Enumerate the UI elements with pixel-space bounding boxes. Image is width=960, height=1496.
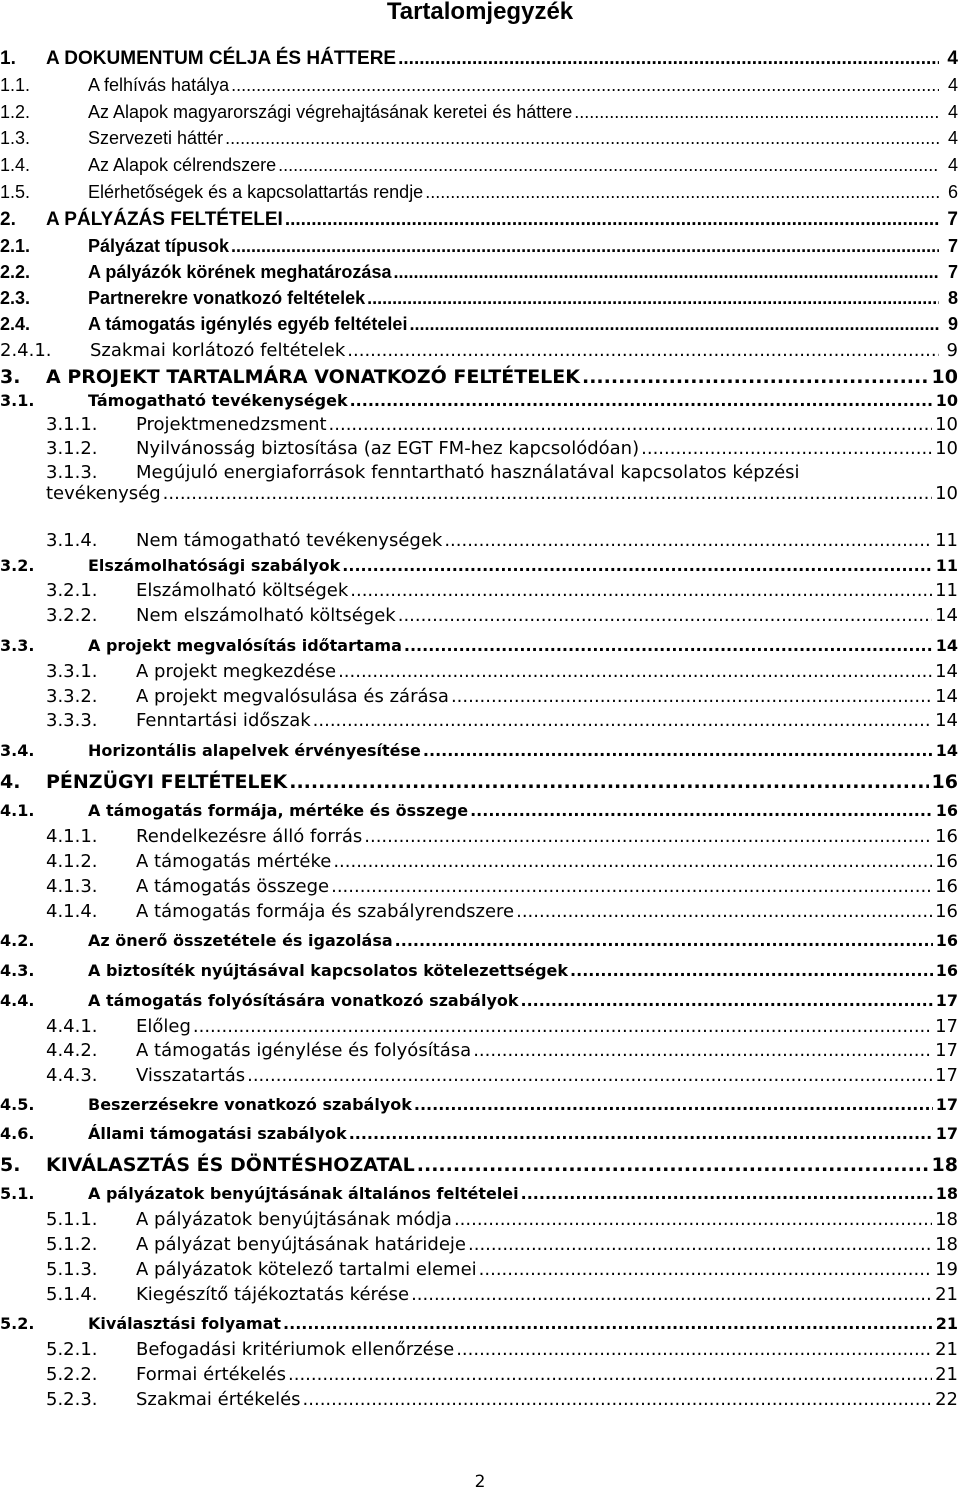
toc-leader-dots <box>163 483 932 504</box>
toc-entry-label: Az Alapok célrendszere <box>88 155 277 175</box>
toc-entry-number: 2.4.1. <box>0 340 52 361</box>
toc-entry-number: 3.4. <box>0 741 35 760</box>
toc-entry-number: 2. <box>0 209 16 230</box>
toc-entry-number: 4.2. <box>0 931 35 950</box>
toc-entry-page: 16 <box>935 901 958 922</box>
toc-entry-page: 17 <box>935 991 958 1010</box>
toc-entry-page: 7 <box>947 209 958 230</box>
toc-entry-page: 22 <box>935 1389 958 1410</box>
toc-entry-label: Szakmai korlátozó feltételek <box>90 340 346 361</box>
toc-entry-label: Beszerzésekre vonatkozó szabályok <box>88 1095 412 1114</box>
toc-entry[interactable] <box>0 636 960 661</box>
toc-leader-dots <box>329 414 933 435</box>
toc-entry-label: KIVÁLASZTÁS ÉS DÖNTÉSHOZATAL <box>46 1154 415 1176</box>
toc-entry[interactable] <box>0 1154 960 1179</box>
toc-entry-page: 14 <box>935 605 958 626</box>
toc-entry-page: 4 <box>947 128 958 148</box>
toc-leader-dots <box>289 771 928 793</box>
toc-leader-dots <box>574 102 939 123</box>
toc-entry-page: 14 <box>935 686 958 707</box>
toc-entry[interactable] <box>0 710 960 735</box>
toc-leader-dots <box>570 961 933 980</box>
page-title: Tartalomjegyzék <box>386 0 574 25</box>
toc-entry-number: 1.5. <box>0 182 31 202</box>
toc-entry-number: 3.1.3. <box>46 462 98 483</box>
toc-entry-number: 5.2.2. <box>46 1364 98 1385</box>
toc-entry-label: Projektmenedzsment <box>136 414 327 435</box>
toc-entry-label: Kiválasztási folyamat <box>88 1314 282 1333</box>
toc-leader-dots <box>454 1209 932 1230</box>
toc-entry-number: 3.1. <box>0 391 35 410</box>
toc-leader-dots <box>582 366 929 388</box>
toc-entry-page: 9 <box>947 314 958 334</box>
toc-entry-page: 21 <box>935 1339 958 1360</box>
toc-leader-dots <box>247 1065 932 1086</box>
toc-entry-number: 5.1. <box>0 1184 35 1203</box>
toc-leader-dots <box>414 1095 933 1114</box>
toc-entry-number: 3.3. <box>0 636 35 655</box>
toc-entry-number: 2.2. <box>0 262 31 282</box>
toc-entry-page: 4 <box>947 48 958 69</box>
toc-entry-page: 7 <box>947 236 958 256</box>
toc-leader-dots <box>278 155 939 176</box>
toc-entry-number: 5.1.4. <box>46 1284 98 1305</box>
toc-entry-number: 3.1.2. <box>46 438 98 459</box>
toc-entry-label: A pályázat benyújtásának határideje <box>136 1234 466 1255</box>
toc-entry-number: 5. <box>0 1154 21 1176</box>
toc-entry[interactable] <box>0 1095 960 1120</box>
toc-entry-page: 16 <box>935 851 958 872</box>
toc-leader-dots <box>456 1339 932 1360</box>
toc-entry[interactable] <box>0 1339 960 1364</box>
toc-entry-page: 10 <box>935 414 958 435</box>
toc-entry[interactable] <box>0 462 960 512</box>
toc-entry[interactable] <box>0 1124 960 1149</box>
toc-leader-dots <box>470 801 933 820</box>
toc-entry-page: 17 <box>935 1124 958 1143</box>
toc-entry[interactable] <box>0 901 960 926</box>
toc-entry-page: 11 <box>935 580 958 601</box>
toc-entry-label: Nem elszámolható költségek <box>136 605 396 626</box>
toc-entry-label: A biztosíték nyújtásával kapcsolatos kötelezettségek <box>88 961 569 980</box>
toc-entry-label: A pályázatok benyújtásának általános feltételei <box>88 1184 519 1203</box>
toc-leader-dots <box>641 438 932 459</box>
toc-leader-dots <box>333 851 932 872</box>
toc-entry-number: 5.1.3. <box>46 1259 98 1280</box>
toc-entry[interactable] <box>0 851 960 876</box>
toc-entry-number: 4.3. <box>0 961 35 980</box>
toc-entry-number: 3.3.2. <box>46 686 98 707</box>
toc-entry-label: Visszatartás <box>136 1065 246 1086</box>
toc-entry-number: 3. <box>0 366 21 388</box>
toc-entry-page: 6 <box>947 182 958 202</box>
toc-entry-number: 3.1.1. <box>46 414 98 435</box>
toc-entry-page: 17 <box>935 1016 958 1037</box>
toc-entry-page: 14 <box>935 636 958 655</box>
toc-entry[interactable] <box>0 931 960 956</box>
toc-entry-label: Nem támogatható tevékenységek <box>136 530 443 551</box>
toc-entry-label: Az Alapok magyarországi végrehajtásának keretei és háttere <box>88 102 573 122</box>
toc-entry-page: 16 <box>935 931 958 950</box>
toc-entry[interactable] <box>0 661 960 686</box>
toc-leader-dots <box>350 391 933 410</box>
page-number: 2 <box>474 1472 486 1492</box>
toc-entry-page: 18 <box>935 1234 958 1255</box>
toc-leader-dots <box>288 1364 932 1385</box>
toc-entry-page: 21 <box>935 1284 958 1305</box>
toc-leader-dots <box>367 288 939 309</box>
toc-entry[interactable] <box>0 1259 960 1284</box>
toc-entry[interactable] <box>0 209 960 234</box>
toc-entry-page: 4 <box>947 155 958 175</box>
toc-entry-number: 4. <box>0 771 21 793</box>
toc-entry-label: A támogatás folyósítására vonatkozó szabályok <box>88 991 519 1010</box>
toc-entry[interactable] <box>0 1016 960 1041</box>
toc-entry-number: 4.5. <box>0 1095 35 1114</box>
toc-entry-number: 4.1.4. <box>46 901 98 922</box>
toc-entry[interactable] <box>0 1040 960 1065</box>
toc-entry[interactable] <box>0 686 960 711</box>
toc-entry-label: A pályázatok benyújtásának módja <box>136 1209 452 1230</box>
toc-entry-page: 21 <box>935 1364 958 1385</box>
toc-entry[interactable] <box>0 48 960 73</box>
toc-leader-dots <box>521 991 933 1010</box>
toc-entry-label: Állami támogatási szabályok <box>88 1124 347 1143</box>
toc-entry-page: 17 <box>935 1095 958 1114</box>
toc-entry[interactable] <box>0 128 960 153</box>
toc-leader-dots <box>193 1016 932 1037</box>
toc-entry[interactable] <box>0 414 960 439</box>
toc-leader-dots <box>283 1314 933 1333</box>
toc-entry-label: Rendelkezésre álló forrás <box>136 826 363 847</box>
toc-entry-label: Megújuló energiaforrások fenntartható használatával kapcsolatos képzési <box>136 462 800 483</box>
toc-entry-label: A támogatás formája, mértéke és összege <box>88 801 469 820</box>
toc-entry-number: 4.1.2. <box>46 851 98 872</box>
toc-entry-label: Előleg <box>136 1016 191 1037</box>
toc-entry-label: Elszámolható költségek <box>136 580 349 601</box>
toc-entry[interactable] <box>0 1184 960 1209</box>
toc-entry-label: Partnerekre vonatkozó feltételek <box>88 288 366 308</box>
toc-leader-dots <box>423 741 933 760</box>
toc-leader-dots <box>364 826 932 847</box>
toc-leader-dots <box>516 901 932 922</box>
toc-entry-number: 3.1.4. <box>46 530 98 551</box>
toc-entry[interactable] <box>0 1284 960 1309</box>
toc-entry-number: 1.1. <box>0 75 31 95</box>
toc-leader-dots <box>313 710 932 731</box>
toc-leader-dots <box>521 1184 933 1203</box>
toc-entry[interactable] <box>0 155 960 180</box>
toc-leader-dots <box>425 182 939 203</box>
toc-entry-page: 14 <box>935 710 958 731</box>
toc-entry-label: A PÁLYÁZÁS FELTÉTELEI <box>46 209 283 230</box>
toc-entry-number: 3.3.1. <box>46 661 98 682</box>
toc-entry[interactable] <box>0 438 960 463</box>
toc-entry-label: A felhívás hatálya <box>88 75 230 95</box>
toc-entry-page: 14 <box>935 661 958 682</box>
toc-entry[interactable] <box>0 771 960 796</box>
toc-entry-page: 10 <box>935 438 958 459</box>
toc-entry-number: 5.2.3. <box>46 1389 98 1410</box>
toc-leader-dots <box>231 236 939 257</box>
toc-entry[interactable] <box>0 366 960 391</box>
toc-entry[interactable] <box>0 580 960 605</box>
toc-entry-label: A pályázatok kötelező tartalmi elemei <box>136 1259 477 1280</box>
toc-leader-dots <box>331 876 932 897</box>
toc-entry-number: 3.2. <box>0 556 35 575</box>
toc-entry[interactable] <box>0 1234 960 1259</box>
toc-leader-dots <box>417 1154 929 1176</box>
toc-entry[interactable] <box>0 314 960 339</box>
toc-entry-page: 10 <box>935 391 958 410</box>
toc-entry-page: 21 <box>935 1314 958 1333</box>
toc-entry-number: 3.2.1. <box>46 580 98 601</box>
toc-entry[interactable] <box>0 262 960 287</box>
toc-entry-label: A projekt megvalósítás időtartama <box>88 636 402 655</box>
toc-entry-label-continued: tevékenység <box>46 483 161 504</box>
toc-leader-dots <box>393 262 939 283</box>
toc-entry-label: A támogatás igénylés egyéb feltételei <box>88 314 408 334</box>
toc-entry-page: 16 <box>935 961 958 980</box>
toc-entry-number: 3.2.2. <box>46 605 98 626</box>
toc-entry[interactable] <box>0 288 960 313</box>
toc-entry-page: 11 <box>935 530 958 551</box>
toc-entry-label: Elszámolhatósági szabályok <box>88 556 341 575</box>
toc-entry-label: PÉNZÜGYI FELTÉTELEK <box>46 771 288 793</box>
toc-leader-dots <box>303 1389 933 1410</box>
toc-entry-number: 4.6. <box>0 1124 35 1143</box>
toc-entry-page: 9 <box>946 340 958 361</box>
toc-entry-label: Befogadási kritériumok ellenőrzése <box>136 1339 455 1360</box>
toc-leader-dots <box>444 530 932 551</box>
toc-entry-number: 2.1. <box>0 236 31 256</box>
toc-entry[interactable] <box>0 605 960 630</box>
toc-entry[interactable] <box>0 1209 960 1234</box>
toc-leader-dots <box>468 1234 932 1255</box>
toc-entry-label: Formai értékelés <box>136 1364 287 1385</box>
toc-entry-page: 16 <box>931 771 958 793</box>
toc-leader-dots <box>411 1284 932 1305</box>
toc-entry-number: 4.1.1. <box>46 826 98 847</box>
toc-entry-page: 16 <box>935 801 958 820</box>
toc-entry-page: 16 <box>935 876 958 897</box>
toc-entry-label: Szakmai értékelés <box>136 1389 301 1410</box>
toc-entry-page: 10 <box>935 483 958 504</box>
toc-entry[interactable] <box>0 876 960 901</box>
toc-leader-dots <box>350 580 932 601</box>
toc-entry-number: 4.4.3. <box>46 1065 98 1086</box>
toc-entry-label: Elérhetőségek és a kapcsolattartás rendje <box>88 182 424 202</box>
toc-entry-number: 1. <box>0 48 16 69</box>
toc-leader-dots <box>473 1040 932 1061</box>
toc-entry[interactable] <box>0 75 960 100</box>
toc-entry-page: 19 <box>935 1259 958 1280</box>
toc-entry[interactable] <box>0 1389 960 1414</box>
toc-leader-dots <box>451 686 932 707</box>
toc-entry-page: 11 <box>935 556 958 575</box>
toc-entry[interactable] <box>0 340 960 365</box>
toc-entry[interactable] <box>0 826 960 851</box>
toc-entry-label: Horizontális alapelvek érvényesítése <box>88 741 421 760</box>
toc-entry[interactable] <box>0 391 960 416</box>
toc-entry-label: A támogatás formája és szabályrendszere <box>136 901 515 922</box>
toc-entry-page: 16 <box>935 826 958 847</box>
toc-leader-dots <box>342 556 932 575</box>
toc-entry-page: 7 <box>947 262 958 282</box>
toc-entry-label: A pályázók körének meghatározása <box>88 262 392 282</box>
toc-entry-number: 2.3. <box>0 288 31 308</box>
toc-entry-number: 1.3. <box>0 128 31 148</box>
toc-entry-number: 2.4. <box>0 314 31 334</box>
toc-entry-page: 10 <box>931 366 958 388</box>
toc-entry[interactable] <box>0 530 960 555</box>
toc-entry[interactable] <box>0 1065 960 1090</box>
toc-entry-page: 17 <box>935 1065 958 1086</box>
toc-entry-page: 18 <box>935 1209 958 1230</box>
toc-entry-number: 4.1.3. <box>46 876 98 897</box>
toc-entry-page: 8 <box>947 288 958 308</box>
toc-entry[interactable] <box>0 236 960 261</box>
toc-entry[interactable] <box>0 801 960 826</box>
toc-leader-dots <box>409 314 939 335</box>
toc-entry-label: A támogatás mértéke <box>136 851 332 872</box>
toc-entry-page: 17 <box>935 1040 958 1061</box>
toc-entry-number: 5.2. <box>0 1314 35 1333</box>
toc-entry[interactable] <box>0 741 960 766</box>
toc-leader-dots <box>347 340 939 361</box>
toc-entry-number: 5.1.1. <box>46 1209 98 1230</box>
toc-leader-dots <box>404 636 933 655</box>
toc-entry[interactable] <box>0 182 960 207</box>
toc-entry-page: 4 <box>947 102 958 122</box>
toc-leader-dots <box>338 661 932 682</box>
toc-entry-label: Kiegészítő tájékoztatás kérése <box>136 1284 410 1305</box>
toc-entry-label: A támogatás igénylése és folyósítása <box>136 1040 472 1061</box>
toc-entry-number: 5.2.1. <box>46 1339 98 1360</box>
toc-entry[interactable] <box>0 102 960 127</box>
toc-leader-dots <box>349 1124 933 1143</box>
toc-leader-dots <box>225 128 939 149</box>
toc-leader-dots <box>398 48 939 70</box>
toc-entry-page: 18 <box>931 1154 958 1176</box>
toc-entry-label: A DOKUMENTUM CÉLJA ÉS HÁTTERE <box>46 48 397 69</box>
toc-entry-page: 4 <box>947 75 958 95</box>
toc-entry[interactable] <box>0 556 960 581</box>
toc-leader-dots <box>479 1259 932 1280</box>
toc-entry-label: A projekt megkezdése <box>136 661 337 682</box>
toc-entry-label: Fenntartási időszak <box>136 710 311 731</box>
toc-entry-label: A támogatás összege <box>136 876 330 897</box>
toc-entry-page: 14 <box>935 741 958 760</box>
toc-entry[interactable] <box>0 961 960 986</box>
toc-entry-label: Szervezeti háttér <box>88 128 224 148</box>
toc-entry-number: 4.4.1. <box>46 1016 98 1037</box>
toc-entry[interactable] <box>0 1364 960 1389</box>
toc-entry-label: Az önerő összetétele és igazolása <box>88 931 393 950</box>
toc-entry-label: A projekt megvalósulása és zárása <box>136 686 449 707</box>
toc-entry-number: 4.4. <box>0 991 35 1010</box>
toc-entry-number: 1.4. <box>0 155 31 175</box>
toc-leader-dots <box>395 931 933 950</box>
toc-entry-number: 1.2. <box>0 102 31 122</box>
toc-entry-label: A PROJEKT TARTALMÁRA VONATKOZÓ FELTÉTELEK <box>46 366 580 388</box>
toc-entry[interactable] <box>0 1314 960 1339</box>
toc-leader-dots <box>285 209 939 231</box>
toc-entry-label: Nyilvánosság biztosítása (az EGT FM-hez kapcsolódóan) <box>136 438 640 459</box>
toc-entry-label: Támogatható tevékenységek <box>88 391 348 410</box>
toc-entry-number: 5.1.2. <box>46 1234 98 1255</box>
toc-leader-dots <box>231 75 939 96</box>
toc-entry-number: 3.3.3. <box>46 710 98 731</box>
toc-entry-page: 18 <box>935 1184 958 1203</box>
toc-leader-dots <box>398 605 932 626</box>
toc-entry-number: 4.1. <box>0 801 35 820</box>
toc-entry-label: Pályázat típusok <box>88 236 230 256</box>
toc-entry[interactable] <box>0 991 960 1016</box>
toc-entry-number: 4.4.2. <box>46 1040 98 1061</box>
